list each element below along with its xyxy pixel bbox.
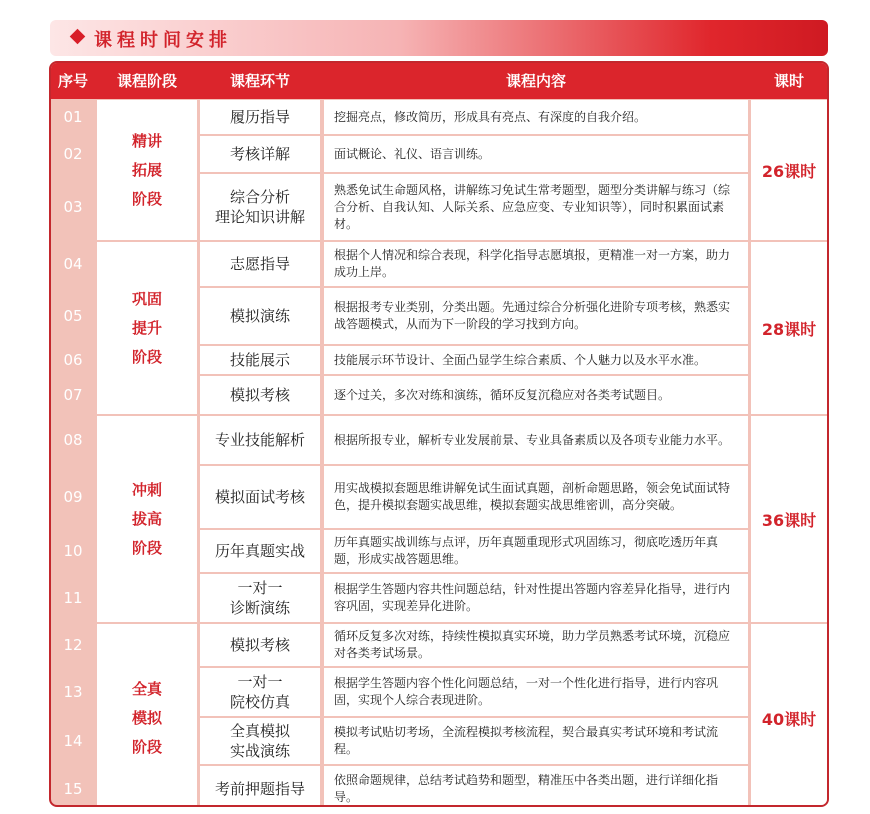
course-content-cell [324, 574, 748, 622]
row-number: 12 [63, 636, 83, 654]
course-content-text: 依照命题规律，总结考试趋势和题型，精准压中各类出题，进行详细化指导。 [334, 773, 719, 804]
row-number: 01 [63, 108, 83, 126]
course-content-cell [324, 466, 748, 528]
stage-name: 全真 模拟 阶段 [131, 679, 162, 756]
course-content-text: 用实战模拟套题思维讲解免试生面试真题，剖析命题思路，领会免试面试特色，提升模拟套题实战思维，模拟套题实战思维密训，高分突破。 [334, 481, 731, 512]
course-link-cell [200, 624, 320, 666]
course-content-cell [324, 346, 748, 374]
course-content-text: 挖掘亮点，修改简历，形成具有亮点、有深度的自我介绍。 [334, 109, 647, 124]
course-content-cell [324, 376, 748, 414]
course-link-label: 技能展示 [229, 351, 290, 369]
course-link-cell [200, 100, 320, 134]
course-link-cell [200, 668, 320, 716]
stage-cell [97, 416, 197, 622]
course-link-label: 模拟考核 [229, 386, 290, 404]
course-link-label: 专业技能解析 [214, 431, 305, 449]
stage-cell [97, 624, 197, 807]
course-content-cell [324, 624, 748, 666]
course-link-label: 历年真题实战 [214, 542, 305, 560]
course-content-text: 逐个过关，多次对练和演练，循环反复沉稳应对各类考试题目。 [334, 387, 671, 402]
column-header-seq: 序号 [57, 72, 88, 90]
stage-hours: 28课时 [761, 319, 817, 339]
hours-cell [751, 416, 827, 622]
course-content-cell [324, 530, 748, 572]
course-content-text: 根据个人情况和综合表现，科学化指导志愿填报，更精准一对一方案，助力成功上岸。 [334, 248, 731, 279]
stage-name: 精讲 拓展 阶段 [131, 131, 162, 208]
course-link-cell [200, 766, 320, 807]
row-number: 02 [63, 145, 83, 163]
hours-cell [751, 624, 827, 807]
column-header-hours: 课时 [773, 72, 804, 90]
course-content-cell [324, 100, 748, 134]
course-link-label: 模拟考核 [229, 636, 290, 654]
course-link-label: 模拟面试考核 [214, 488, 305, 506]
course-content-cell [324, 668, 748, 716]
stage-name: 巩固 提升 阶段 [131, 289, 162, 366]
course-content-text: 面试概论、礼仪、语言训练。 [334, 146, 491, 161]
course-content-text: 技能展示环节设计、全面凸显学生综合素质、个人魅力以及水平水准。 [334, 352, 707, 367]
row-number: 04 [63, 255, 83, 273]
course-content-text: 根据所报专业，解析专业发展前景、专业具备素质以及各项专业能力水平。 [334, 432, 731, 447]
course-content-text: 模拟考试贴切考场，全流程模拟考核流程，契合最真实考试环境和考试流程。 [334, 725, 719, 756]
table-header-row [51, 63, 827, 99]
course-link-cell [200, 174, 320, 240]
course-link-cell [200, 346, 320, 374]
course-link-cell [200, 376, 320, 414]
section-title: 课程时间安排 [94, 30, 232, 51]
column-header-content: 课程内容 [505, 72, 566, 90]
stage-cell [97, 242, 197, 414]
course-link-cell [200, 466, 320, 528]
stage-name: 冲刺 拔高 阶段 [131, 480, 162, 557]
course-link-label: 全真模拟 实战演练 [229, 722, 290, 760]
row-number: 09 [63, 488, 83, 506]
stage-cell [97, 100, 197, 240]
course-link-label: 一对一 诊断演练 [229, 579, 290, 617]
row-number: 05 [63, 307, 83, 325]
course-link-cell [200, 416, 320, 464]
course-content-text: 根据学生答题内容个性化问题总结，一对一个性化进行指导，进行内容巩固，实现个人综合表现进阶。 [334, 676, 719, 707]
course-content-text: 根据报考专业类别，分类出题。先通过综合分析强化进阶专项考核，熟悉实战答题模式，从而为下一阶段的学习找到方向。 [334, 300, 731, 331]
hours-cell [751, 100, 827, 240]
row-number: 03 [63, 198, 83, 216]
course-content-text: 熟悉免试生命题风格，讲解练习免试生常考题型，题型分类讲解与练习（综合分析、自我认知、人际关系、应急应变、专业知识等），同时积累面试素材。 [334, 182, 731, 231]
course-content-cell [324, 766, 748, 807]
stage-hours: 36课时 [761, 510, 817, 530]
course-content-text: 根据学生答题内容共性问题总结，针对性提出答题内容差异化指导，进行内容巩固，实现差异化进阶。 [334, 582, 731, 613]
course-content-text: 循环反复多次对练，持续性模拟真实环境，助力学员熟悉考试环境，沉稳应对各类考试场景。 [334, 629, 731, 660]
course-link-cell [200, 242, 320, 286]
row-number: 11 [63, 589, 83, 607]
course-link-cell [200, 136, 320, 172]
stage-hours: 26课时 [761, 161, 817, 181]
stage-hours: 40课时 [761, 709, 817, 729]
course-content-text: 历年真题实战训练与点评，历年真题重现形式巩固练习，彻底吃透历年真题，形成实战答题思维。 [334, 535, 719, 566]
course-content-cell [324, 416, 748, 464]
course-link-label: 综合分析 理论知识讲解 [214, 188, 305, 226]
hours-cell [751, 242, 827, 414]
course-link-label: 志愿指导 [229, 255, 290, 273]
course-content-cell [324, 136, 748, 172]
column-header-stage: 课程阶段 [116, 72, 177, 90]
course-link-label: 一对一 院校仿真 [229, 673, 290, 711]
row-number: 15 [63, 780, 83, 798]
course-link-cell [200, 718, 320, 764]
row-number: 10 [63, 542, 83, 560]
course-content-cell [324, 718, 748, 764]
course-link-label: 履历指导 [229, 108, 290, 126]
course-link-label: 模拟演练 [229, 307, 290, 325]
course-link-cell [200, 530, 320, 572]
column-header-link: 课程环节 [229, 72, 290, 90]
row-number: 14 [63, 732, 83, 750]
course-content-cell [324, 242, 748, 286]
row-number: 07 [63, 386, 83, 404]
course-link-label: 考前押题指导 [214, 780, 305, 798]
row-number: 08 [63, 431, 83, 449]
course-link-cell [200, 288, 320, 344]
course-content-cell [324, 288, 748, 344]
schedule-table [49, 61, 829, 807]
course-link-label: 考核详解 [229, 145, 290, 163]
row-number: 13 [63, 683, 83, 701]
row-number: 06 [63, 351, 83, 369]
course-link-cell [200, 574, 320, 622]
course-content-cell [324, 174, 748, 240]
